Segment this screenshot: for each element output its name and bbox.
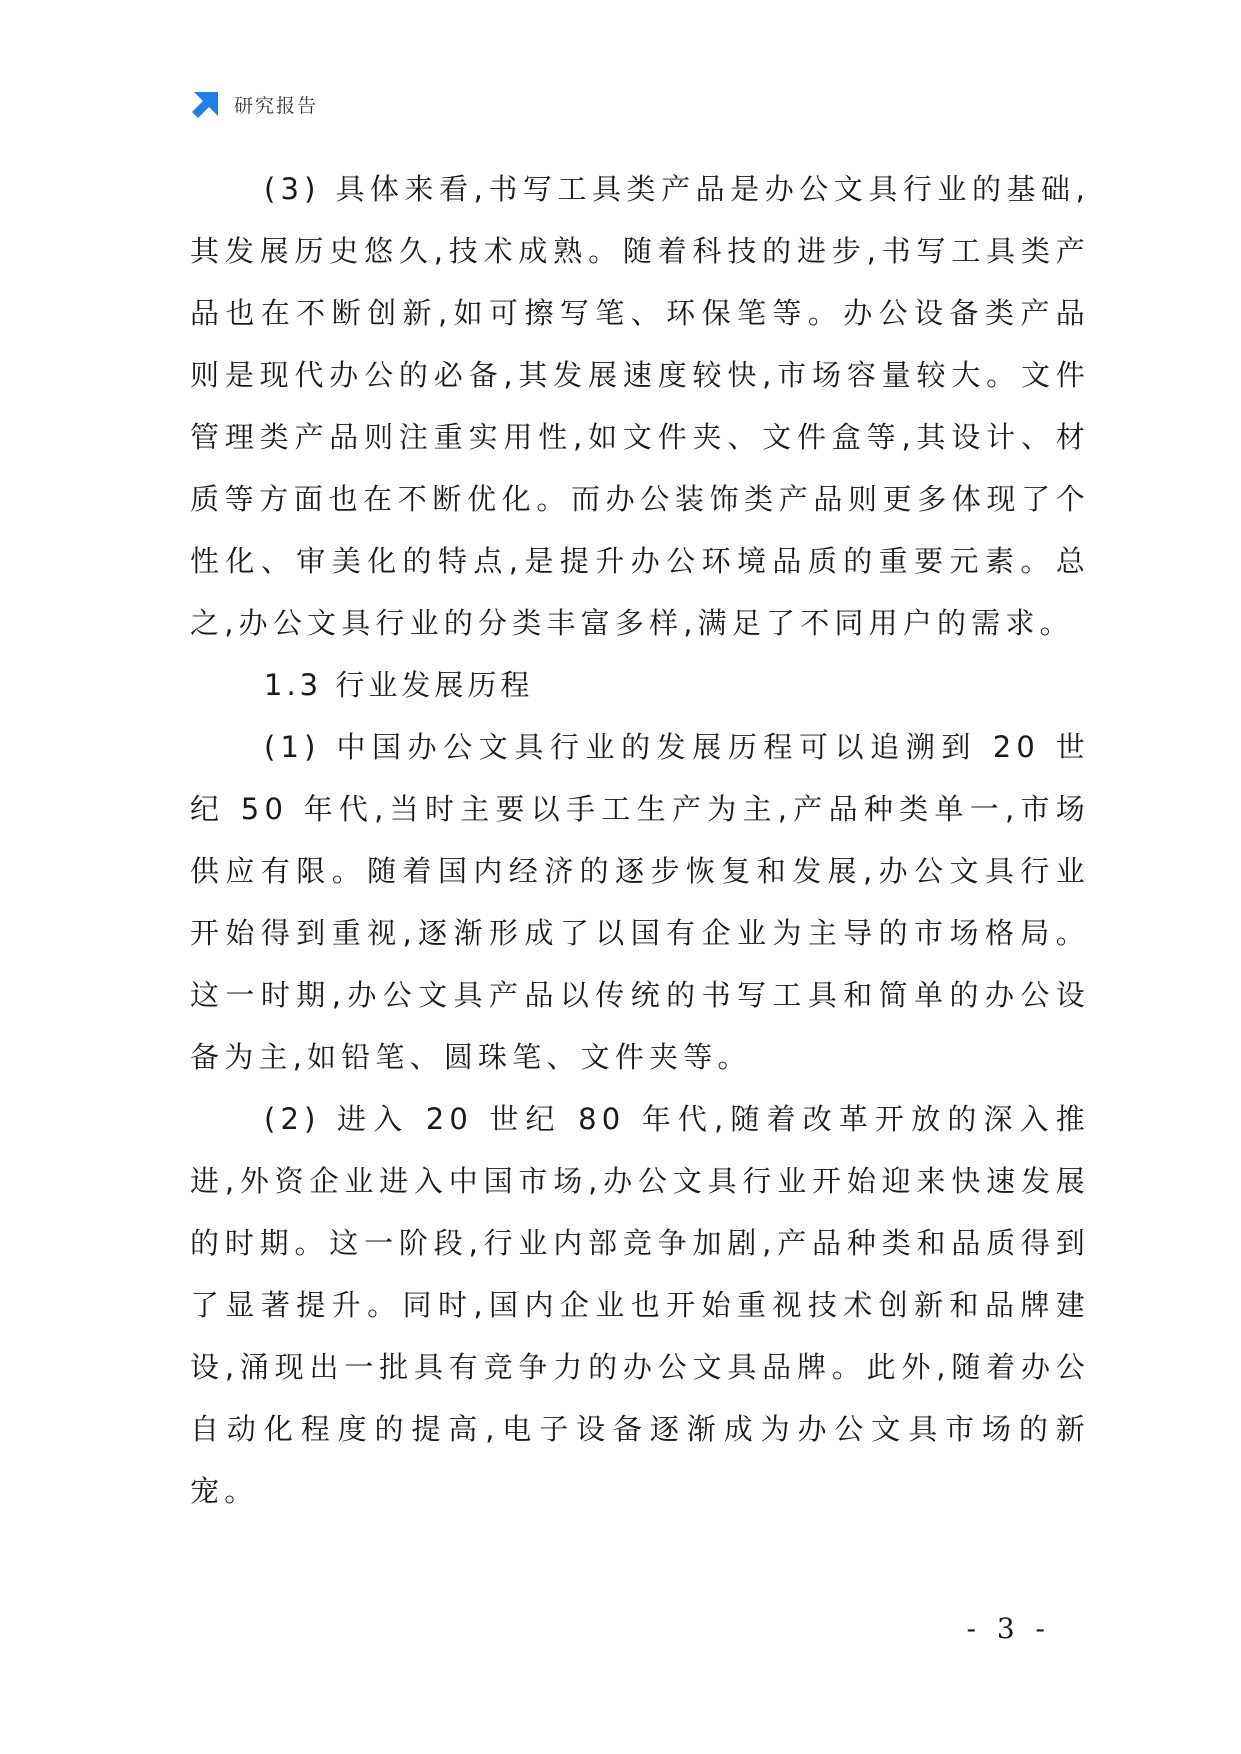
paragraph-product-categories: (3) 具体来看,书写工具类产品是办公文具行业的基础,其发展历史悠久,技术成熟。随着科技的进步,书写工具类产品也在不断创新,如可擦写笔、环保笔等。办公设备类产品则是现代办公的必备,其发展速度较快,市场容量较大。文件管理类产品则注重实用性,如文件夹、文件盒等,其设计、材质等方面也在不断优化。而办公装饰类产品则更多体现了个性化、审美化的特点,是提升办公环境品质的重要元素。总之,办公文具行业的分类丰富多样,满足了不同用户的需求。: [190, 172, 1090, 640]
report-header: [190, 88, 318, 120]
paragraph-history-1950s: (1) 中国办公文具行业的发展历程可以追溯到 20 世纪 50 年代,当时主要以手工生产为主,产品种类单一,市场供应有限。随着国内经济的逐步恢复和发展,办公文具行业开始得到重视,逐渐形成了以国有企业为主导的市场格局。这一时期,办公文具产品以传统的书写工具和简单的办公设备为主,如铅笔、圆珠笔、文件夹等。: [190, 730, 1090, 1074]
page-number: - 3 -: [966, 1612, 1051, 1645]
arrow-up-right-icon: [190, 88, 222, 120]
document-body: [190, 158, 1090, 1522]
header-title: 研究报告: [234, 94, 319, 117]
paragraph-history-1980s: (2) 进入 20 世纪 80 年代,随着改革开放的深入推进,外资企业进入中国市场,办公文具行业开始迎来快速发展的时期。这一阶段,行业内部竞争加剧,产品种类和品质得到了显著提升。同时,国内企业也开始重视技术创新和品牌建设,涌现出一批具有竞争力的办公文具品牌。此外,随着办公自动化程度的提高,电子设备逐渐成为办公文具市场的新宠。: [190, 1102, 1090, 1508]
section-heading-development-history: 1.3 行业发展历程: [264, 668, 534, 702]
